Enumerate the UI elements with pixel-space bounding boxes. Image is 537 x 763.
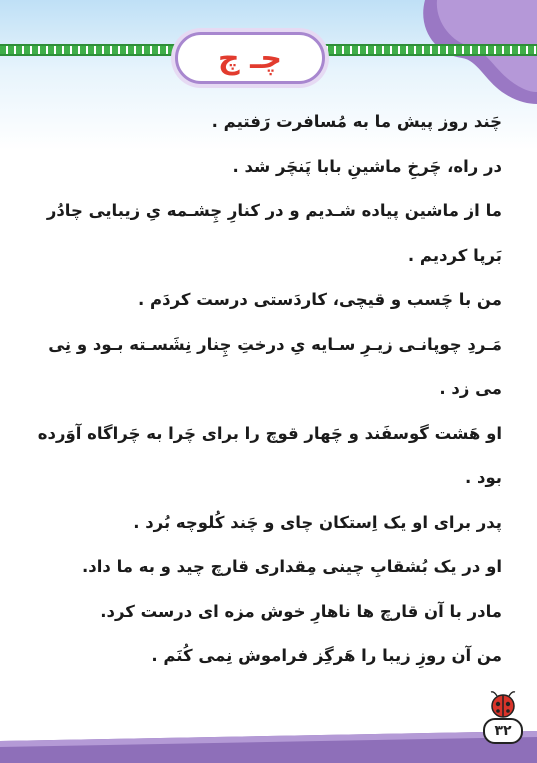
- text-line: پدر برای او یک اِستکان چای و چَند کُلوچه بُرد .: [133, 512, 502, 532]
- text-line: چَند روز پیش ما به مُسافرت رَفتیم .: [211, 112, 502, 131]
- text-line: مَـردِ چوپانـی زیـرِ سـایه یِ درختِ چِنار نِشَسـته بـود و نِی: [48, 334, 502, 354]
- text-line: من آن روزِ زیبا را هَرگِز فراموش نِمی کُنَم .: [151, 646, 502, 665]
- text-line: می زد .: [439, 379, 502, 398]
- story-text: [22, 100, 502, 679]
- ladybug-icon: [488, 690, 518, 718]
- page-title: چـ چ: [218, 40, 282, 76]
- text-line: بود .: [464, 468, 502, 487]
- text-line: ما از ماشین پیاده شـدیم و در کنارِ چِشـمه یِ زیبایی چادُر: [46, 201, 502, 220]
- text-line: بَرپا کردیم .: [407, 245, 502, 265]
- text-line: او هَشت گوسفَند و چَهار قوچ را برای چَرا به چَراگاه آوَرده: [37, 423, 502, 443]
- text-line: او در یک بُشقابِ چینی مِقداری قارچ چید و به ما داد.: [81, 557, 502, 576]
- footer-band: [0, 723, 537, 763]
- text-line: در راه، چَرخِ ماشینِ بابا پَنچَر شد .: [232, 156, 502, 176]
- text-line: من با چَسب و قیچی، کاردَستی درست کردَم .: [138, 290, 502, 309]
- text-line: مادر با آن قارچ ها ناهارِ خوش مزه ای درست کرد.: [100, 601, 502, 621]
- page-number: ۳۲: [483, 718, 523, 744]
- title-badge: [175, 32, 325, 84]
